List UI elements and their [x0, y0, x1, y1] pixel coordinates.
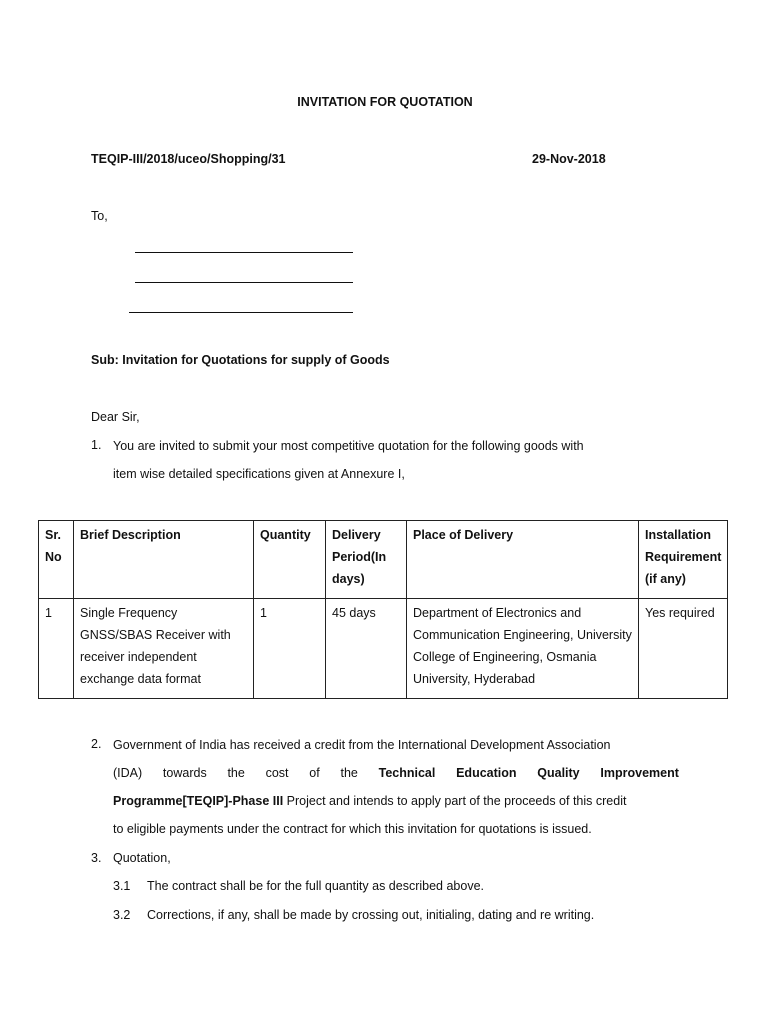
para-2-line-2	[113, 759, 679, 787]
para-3-heading: Quotation,	[113, 851, 171, 865]
cell-quantity: 1	[254, 599, 326, 699]
para-2-word: of	[309, 766, 320, 780]
list-item-number: 3.2	[113, 908, 131, 922]
address-blank-line-2	[135, 282, 353, 283]
header-brief-description: Brief Description	[74, 521, 254, 599]
header-installation-requirement: Installation Requirement (if any)	[639, 521, 728, 599]
header-sr-no: Sr. No	[39, 521, 74, 599]
header-place-of-delivery: Place of Delivery	[407, 521, 639, 599]
header-delivery-period: Delivery Period(In days)	[326, 521, 407, 599]
reference-number: TEQIP-III/2018/uceo/Shopping/31	[91, 152, 286, 166]
list-item-number: 3.1	[113, 879, 131, 893]
para-2-word: towards	[162, 766, 207, 780]
para-1-line-2: item wise detailed specifications given at Annexure I,	[113, 467, 405, 481]
goods-table	[38, 520, 728, 699]
para-2-line-1: Government of India has received a credit from the International Development Association	[113, 738, 611, 752]
subject-line: Sub: Invitation for Quotations for supply of Goods	[91, 353, 390, 367]
cell-brief-description: Single Frequency GNSS/SBAS Receiver with receiver independent exchange data format	[74, 599, 254, 699]
para-2-number: 2.	[91, 737, 102, 751]
list-item-text: Corrections, if any, shall be made by crossing out, initialing, dating and re writing.	[147, 908, 595, 922]
para-2-word-bold: Education	[456, 766, 517, 780]
para-1	[113, 432, 584, 488]
salutation: Dear Sir,	[91, 410, 140, 424]
table-header-row	[39, 521, 728, 599]
para-2-word: the	[227, 766, 245, 780]
cell-delivery-period: 45 days	[326, 599, 407, 699]
cell-place-of-delivery: Department of Electronics and Communication Engineering, University College of Engineering, Osmania University, Hyderabad	[407, 599, 639, 699]
para-2-word-bold: Technical	[378, 766, 436, 780]
para-2-word-bold: Quality	[537, 766, 580, 780]
para-3-number: 3.	[91, 851, 102, 865]
list-item	[113, 908, 594, 922]
document-title: INVITATION FOR QUOTATION	[297, 95, 473, 109]
cell-sr-no: 1	[39, 599, 74, 699]
para-2-word: the	[340, 766, 358, 780]
programme-name: Programme[TEQIP]-Phase III	[113, 794, 284, 808]
para-2	[113, 731, 679, 843]
table-row	[39, 599, 728, 699]
header-quantity: Quantity	[254, 521, 326, 599]
address-blank-line-1	[135, 252, 353, 253]
para-2-line-3-rest: Project and intends to apply part of the proceeds of this credit	[283, 794, 627, 808]
list-item-text: The contract shall be for the full quantity as described above.	[147, 879, 484, 893]
para-1-line-1: You are invited to submit your most competitive quotation for the following goods with	[113, 439, 584, 453]
para-2-word: cost	[265, 766, 289, 780]
document-date: 29-Nov-2018	[532, 152, 606, 166]
para-2-line-3	[113, 787, 679, 815]
para-2-line-4: to eligible payments under the contract for which this invitation for quotations is issued.	[113, 822, 592, 836]
list-item	[113, 879, 484, 893]
addressee-label: To,	[91, 209, 108, 223]
cell-installation-requirement: Yes required	[639, 599, 728, 699]
para-1-number: 1.	[91, 438, 102, 452]
para-2-word: (IDA)	[113, 766, 143, 780]
address-blank-line-3	[129, 312, 353, 313]
para-2-word-bold: Improvement	[600, 766, 679, 780]
